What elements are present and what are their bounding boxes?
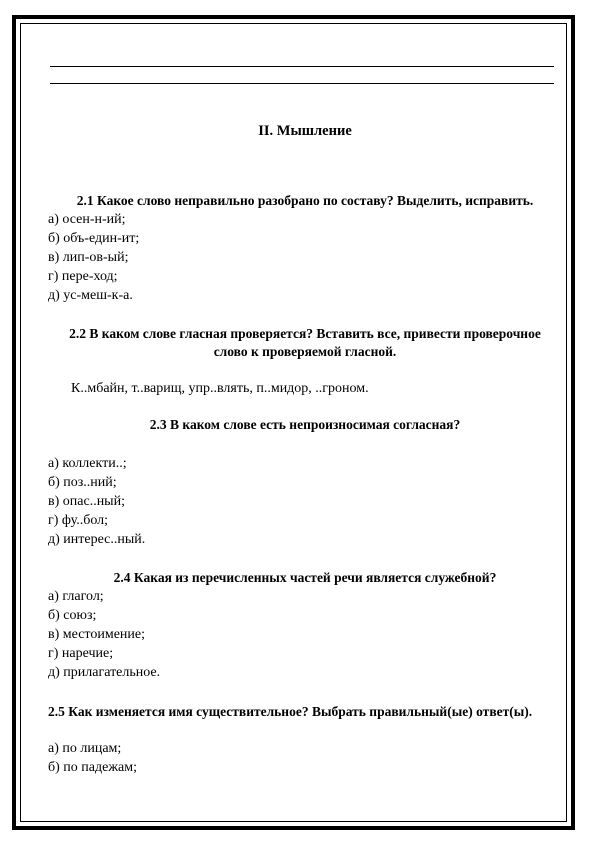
- q4-option-c: в) местоимение;: [48, 627, 145, 642]
- question-2-2-title-line2: слово к проверяемой гласной.: [213, 344, 397, 359]
- q3-option-d: г) фу..бол;: [48, 513, 109, 528]
- question-2-1-title: 2.1 Какое слово неправильно разобрано по составу? Выделить, исправить.: [76, 193, 534, 208]
- header-rule-bottom: [50, 83, 554, 84]
- question-2-4-title: 2.4 Какая из перечисленных частей речи является служебной?: [113, 570, 497, 585]
- q1-option-e: д) ус-меш-к-а.: [48, 288, 133, 303]
- q5-option-a: а) по лицам;: [48, 741, 122, 756]
- question-2-3-title: 2.3 В каком слове есть непроизносимая согласная?: [149, 417, 461, 432]
- q4-option-b: б) союз;: [48, 608, 97, 623]
- question-2-2-words: К..мбайн, т..варищ, упр..влять, п..мидор, ..гроном.: [71, 381, 369, 396]
- q3-option-e: д) интерес..ный.: [48, 532, 146, 547]
- q4-option-a: а) глагол;: [48, 589, 104, 604]
- question-2-2-title-line1: 2.2 В каком слове гласная проверяется? Вставить все, привести проверочное: [69, 326, 541, 341]
- q4-option-e: д) прилагательное.: [48, 665, 161, 680]
- q1-option-b: б) объ-един-ит;: [48, 231, 140, 246]
- section-title: II. Мышление: [258, 123, 352, 139]
- q3-option-c: в) опас..ный;: [48, 494, 125, 509]
- q1-option-d: г) пере-ход;: [48, 269, 118, 284]
- question-2-5-title: 2.5 Как изменяется имя существительное? Выбрать правильный(ые) ответ(ы).: [48, 704, 533, 719]
- q1-option-c: в) лип-ов-ый;: [48, 250, 129, 265]
- header-rule-top: [50, 66, 554, 67]
- q1-option-a: а) осен-н-ий;: [48, 212, 126, 227]
- q3-option-b: б) поз..ний;: [48, 475, 117, 490]
- q5-option-b: б) по падежам;: [48, 760, 137, 775]
- q4-option-d: г) наречие;: [48, 646, 114, 661]
- q3-option-a: а) коллекти..;: [48, 456, 127, 471]
